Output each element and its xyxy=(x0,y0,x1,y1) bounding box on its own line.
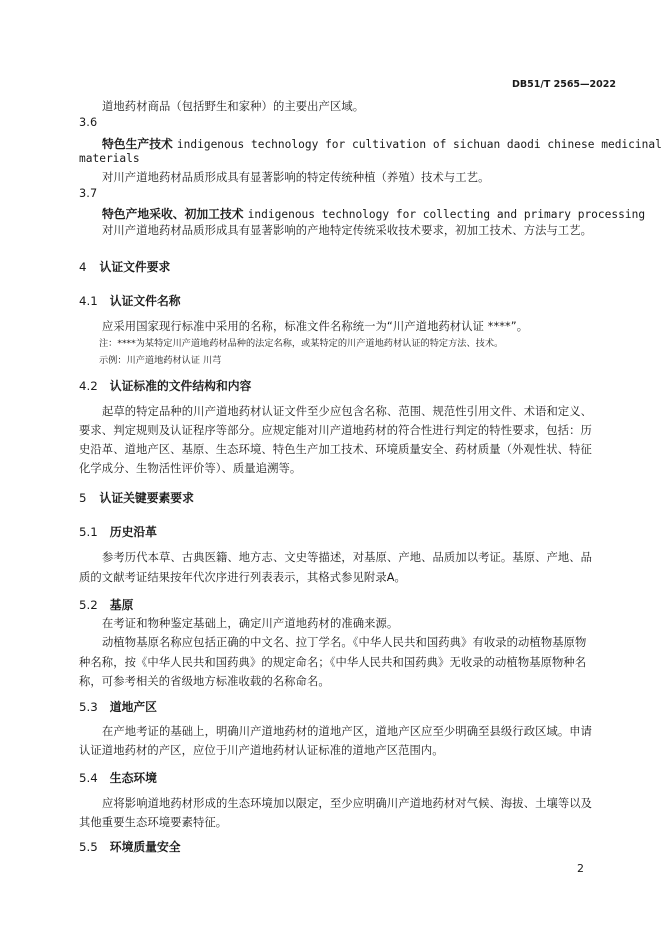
paragraph-line: 种名称，按《中华人民共和国药典》的规定命名；《中华人民共和国药典》无收录的动植物基原物种名 xyxy=(79,656,587,669)
chapter-title: 认证文件要求 xyxy=(99,260,171,274)
section-title: 认证标准的文件结构和内容 xyxy=(109,379,252,393)
term-title-en: indigenous technology for cultivation of sichuan daodi chinese medicinal xyxy=(176,138,662,151)
paragraph-line: 动植物基原名称应包括正确的中文名、拉丁学名。《中华人民共和国药典》有收录的动植物基原物 xyxy=(102,636,587,649)
paragraph-line: 在考证和物种鉴定基础上，确定川产道地药材的准确来源。 xyxy=(102,617,399,630)
paragraph-line: 在产地考证的基础上，明确川产道地药材的道地产区，道地产区应至少明确至县级行政区域。申请 xyxy=(102,725,593,738)
term-title-en: indigenous technology for collecting and primary processing xyxy=(247,208,646,221)
paragraph-line: 起草的特定品种的川产道地药材认证文件至少应包含名称、范围、规范性引用文件、术语和定义、 xyxy=(102,405,593,418)
section-title: 环境质量安全 xyxy=(109,840,181,854)
term-title-cn: 特色产地采收、初加工技术 xyxy=(102,207,248,221)
document-number: DB51/T 2565—2022 xyxy=(512,79,616,90)
paragraph-line: 参考历代本草、古典医籍、地方志、文史等描述，对基原、产地、品质加以考证。基原、产地、品 xyxy=(102,551,593,564)
chapter-number: 5 xyxy=(79,491,87,505)
section-number: 5.3 xyxy=(79,700,98,714)
section-heading xyxy=(79,523,157,540)
chapter-heading xyxy=(79,258,170,275)
section-heading xyxy=(79,769,157,786)
example: 示例：川产道地药材认证 川芎 xyxy=(99,355,222,366)
paragraph-line: 应采用国家现行标准中采用的名称，标准文件名称统一为“川产道地药材认证 ****”。 xyxy=(102,320,529,333)
paragraph-line: 化学成分、生物活性评价等）、质量追溯等。 xyxy=(79,462,302,475)
paragraph-line: 质的文献考证结果按年代次序进行列表表示，其格式参见附录A。 xyxy=(79,571,406,584)
section-title: 历史沿革 xyxy=(109,525,157,539)
term-title xyxy=(102,135,662,152)
paragraph-line: 其他重要生态环境要素特征。 xyxy=(79,816,228,829)
paragraph-line: 应将影响道地药材形成的生态环境加以限定，至少应明确川产道地药材对气候、海拔、土壤等以及 xyxy=(102,797,593,810)
section-title: 道地产区 xyxy=(109,700,157,714)
section-number: 5.1 xyxy=(79,525,98,539)
section-number: 5.2 xyxy=(79,598,98,612)
section-number: 5.4 xyxy=(79,771,98,785)
section-heading xyxy=(79,292,181,309)
section-title: 生态环境 xyxy=(109,771,157,785)
term-title-en-continued: materials xyxy=(79,152,140,165)
section-number: 4.1 xyxy=(79,294,98,308)
section-number: 3.7 xyxy=(79,187,98,200)
section-heading xyxy=(79,377,251,394)
section-heading xyxy=(79,596,133,613)
term-definition: 对川产道地药材品质形成具有显著影响的产地特定传统采收技术要求，初加工技术、方法与工艺。 xyxy=(102,224,593,237)
section-number: 3.6 xyxy=(79,116,98,129)
paragraph-line: 称，可参考相关的省级地方标准收载的名称命名。 xyxy=(79,675,330,688)
section-title: 认证文件名称 xyxy=(109,294,181,308)
paragraph-line: 史沿革、道地产区、基原、生态环境、特色生产加工技术、环境质量安全、药材质量（外观性状、特征 xyxy=(79,443,592,456)
term-definition: 对川产道地药材品质形成具有显著影响的特定传统种植（养殖）技术与工艺。 xyxy=(102,171,490,184)
paragraph-line: 道地药材商品（包括野生和家种）的主要出产区域。 xyxy=(102,100,365,113)
term-title-cn: 特色生产技术 xyxy=(102,137,177,151)
paragraph-line: 认证道地药材的产区，应位于川产道地药材认证标准的道地产区范围内。 xyxy=(79,744,444,757)
paragraph-line: 要求、判定规则及认证程序等部分。应规定能对川产道地药材的符合性进行判定的特性要求，包括：历 xyxy=(79,424,592,437)
note: 注：****为某特定川产道地药材品种的法定名称，或某特定的川产道地药材认证的特定方法、技术。 xyxy=(99,338,504,349)
chapter-title: 认证关键要素要求 xyxy=(99,491,194,505)
section-number: 4.2 xyxy=(79,379,98,393)
section-heading xyxy=(79,698,157,715)
section-heading xyxy=(79,838,181,855)
chapter-heading xyxy=(79,489,194,506)
section-title: 基原 xyxy=(109,598,134,612)
section-number: 5.5 xyxy=(79,840,98,854)
term-title xyxy=(102,205,645,222)
chapter-number: 4 xyxy=(79,260,87,274)
page-number: 2 xyxy=(577,862,584,875)
